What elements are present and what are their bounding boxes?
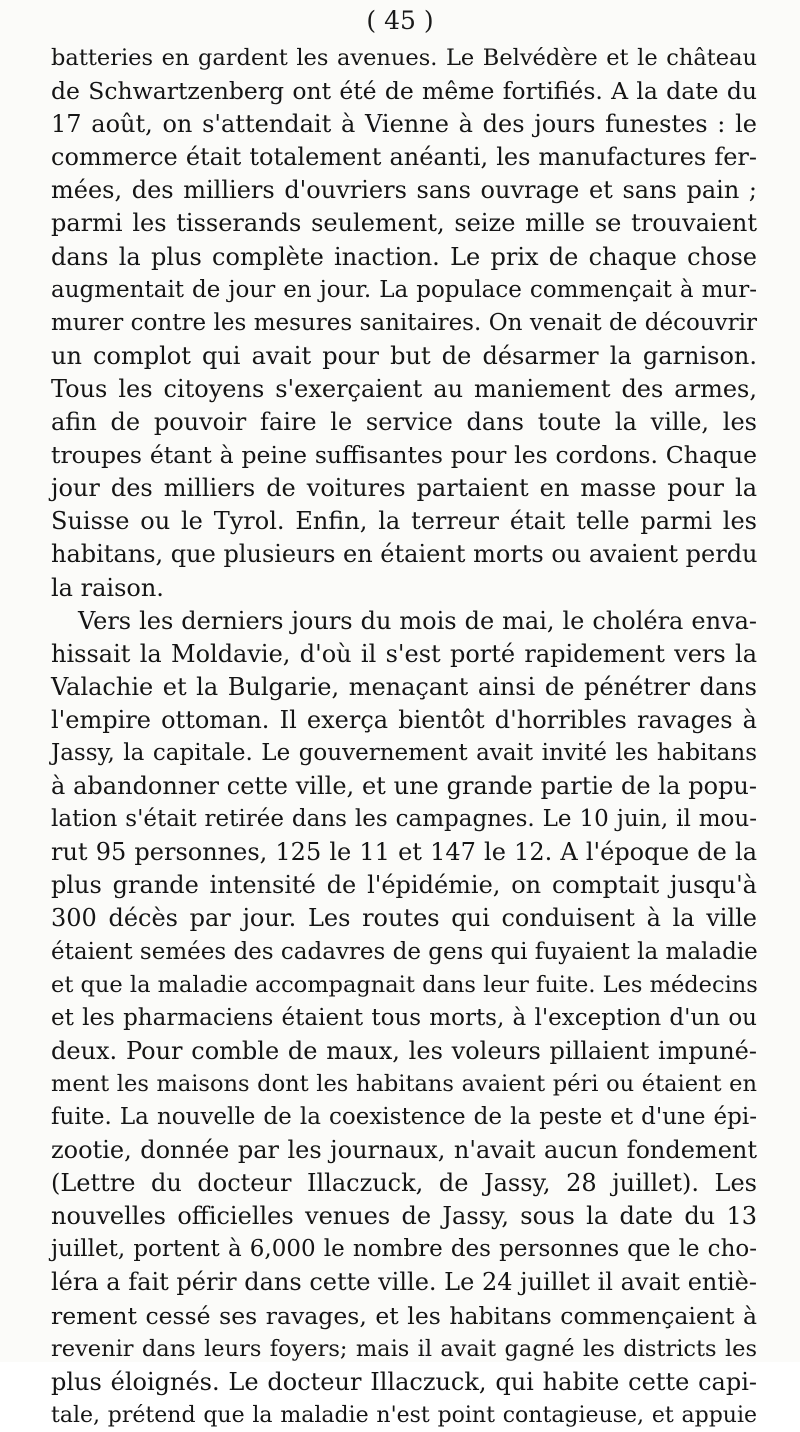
text-line: Valachie et la Bulgarie, menaçant ainsi de pénétrer dans [51,672,757,701]
text-line: hissait la Moldavie, d'où il s'est porté rapidement vers la [51,639,757,668]
text-line: 17 août, on s'attendait à Vienne à des jours funestes : le [51,110,757,139]
text-line: revenir dans leurs foyers; mais il avait gagné les districts les [51,1335,757,1362]
text-line: (Lettre du docteur Illaczuck, de Jassy, 28 juillet). Les [51,1169,757,1198]
text-line: commerce était totalement anéanti, les manufactures fer- [51,143,757,172]
text-line: la raison. [51,573,164,602]
text-line: de Schwartzenberg ont été de même fortifiés. A la date du [51,77,757,106]
text-line: zootie, donnée par les journaux, n'avait aucun fondement [51,1136,757,1165]
text-line: lation s'était retirée dans les campagnes. Le 10 juin, il mou- [51,806,757,833]
text-line: jour des milliers de voitures partaient en masse pour la [51,474,757,503]
text-line: plus grande intensité de l'épidémie, on comptait jusqu'à [51,871,757,900]
text-line: batteries en gardent les avenues. Le Belvédère et le château [51,45,757,71]
text-line: 300 décès par jour. Les routes qui conduisent à la ville [51,904,757,933]
text-line: murer contre les mesures sanitaires. On venait de découvrir [51,309,757,336]
text-line: deux. Pour comble de maux, les voleurs pillaient impuné- [51,1036,757,1065]
text-line: dans la plus complète inaction. Le prix de chaque chose [51,242,757,271]
text-line: léra a fait périr dans cette ville. Le 24 juillet il avait entiè- [51,1268,757,1297]
text-line: Jassy, la capitale. Le gouvernement avait invité les habitans [51,739,757,766]
text-line: rut 95 personnes, 125 le 11 et 147 le 12. A l'époque de la [51,838,757,867]
text-line: troupes étant à peine suffisantes pour les cordons. Chaque [51,441,757,470]
text-line: habitans, que plusieurs en étaient morts ou avaient perdu [51,540,758,569]
text-line: rement cessé ses ravages, et les habitans commençaient à [51,1301,757,1330]
text-line: Vers les derniers jours du mois de mai, le choléra enva- [78,606,757,635]
text-line: un complot qui avait pour but de désarmer la garnison. [51,341,757,370]
text-line: plus éloignés. Le docteur Illaczuck, qui habite cette capi- [51,1367,757,1396]
text-line: étaient semées des cadavres de gens qui fuyaient la maladie [51,938,758,965]
text-line: Suisse ou le Tyrol. Enfin, la terreur était telle parmi les [51,507,757,536]
text-line: ment les maisons dont les habitans avaient péri ou étaient en [51,1070,757,1097]
text-line: Tous les citoyens s'exerçaient au maniement des armes, [51,374,757,403]
text-line: parmi les tisserands seulement, seize mille se trouvaient [51,209,757,238]
text-line: et les pharmaciens étaient tous morts, à l'exception d'un ou [51,1004,757,1031]
text-line: fuite. La nouvelle de la coexistence de la peste et d'une épi- [51,1104,757,1130]
text-line: l'empire ottoman. Il exerça bientôt d'horribles ravages à [51,705,757,734]
text-line: juillet, portent à 6,000 le nombre des personnes que le cho- [51,1236,757,1263]
text-line: mées, des milliers d'ouvriers sans ouvrage et sans pain ; [51,176,757,205]
body-text [51,42,757,1432]
text-line: à abandonner cette ville, et une grande partie de la popu- [51,772,757,801]
text-line: afin de pouvoir faire le service dans toute la ville, les [51,408,757,437]
text-line: augmentait de jour en jour. La populace commençait à mur- [51,276,757,303]
text-line: et que la maladie accompagnait dans leur fuite. Les médecins [51,971,758,998]
page-number: ( 45 ) [366,6,434,35]
text-line: tale, prétend que la maladie n'est point contagieuse, et appuie [51,1402,757,1428]
text-line: nouvelles officielles venues de Jassy, sous la date du 13 [51,1202,757,1231]
